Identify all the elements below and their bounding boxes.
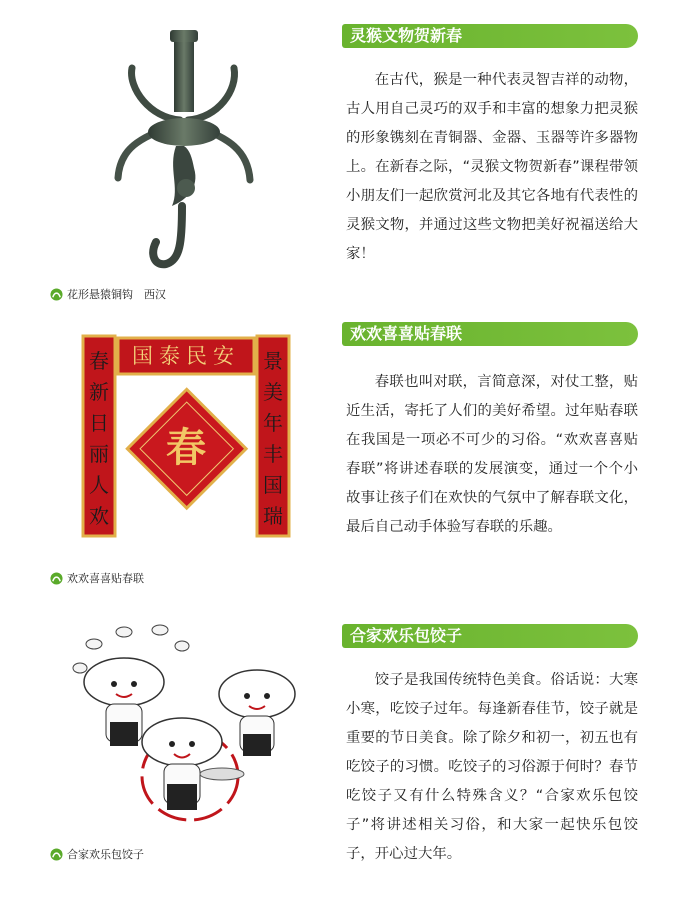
couplet-center-character: 春: [166, 424, 206, 471]
image-caption: [50, 570, 144, 586]
section-paragraph: 饺子是我国传统特色美食。俗话说：大寒小寒，吃饺子过年。每逢新春佳节，饺子就是重要的节日美食。除了除夕和初一，初五也有吃饺子的习惯。吃饺子的习俗源于何时？春节吃饺子又有什么特殊含义？“合家欢乐包饺子”将讲述相关习俗，和大家一起快乐包饺子，开心过大年。: [346, 672, 638, 862]
section-paragraph: 在古代，猴是一种代表灵智吉祥的动物，古人用自己灵巧的双手和丰富的想象力把灵猴的形象镌刻在青铜器、金器、玉器等许多器物上。在新春之际，“灵猴文物贺新春”课程带领小朋友们一起欣赏河北及其它各地有代表性的灵猴文物，并通过这些文物把美好祝福送给大家！: [346, 72, 638, 262]
couplet-right: 景美年丰国瑞: [263, 349, 283, 528]
caption-text: 合家欢乐包饺子: [67, 848, 144, 861]
section-monkey-relics: [0, 0, 679, 310]
caption-text: 花形悬猿铜钩 西汉: [67, 288, 166, 301]
section-dumplings: [0, 600, 679, 900]
couplet-left: 春新日丽人欢: [89, 349, 109, 528]
dumpling-mascots-image: [72, 624, 302, 834]
couplet-horizontal: 国泰民安: [132, 344, 240, 368]
green-leaf-icon: [50, 848, 63, 861]
image-caption: [50, 846, 144, 862]
spring-couplet-image: [80, 334, 292, 540]
image-caption: [50, 286, 166, 302]
green-leaf-icon: [50, 572, 63, 585]
caption-text: 欢欢喜喜贴春联: [67, 572, 144, 585]
section-title: 灵猴文物贺新春: [342, 24, 638, 48]
section-title: 合家欢乐包饺子: [342, 624, 638, 648]
bronze-hook-image: [110, 28, 260, 278]
green-leaf-icon: [50, 288, 63, 301]
section-paragraph: 春联也叫对联，言简意深，对仗工整，贴近生活，寄托了人们的美好希望。过年贴春联在我国是一项必不可少的习俗。“欢欢喜喜贴春联”将讲述春联的发展演变，通过一个个小故事让孩子们在欢快的气氛中了解春联文化，最后自己动手体验写春联的乐趣。: [346, 374, 638, 535]
section-title: 欢欢喜喜贴春联: [342, 322, 638, 346]
section-spring-couplets: [0, 310, 679, 600]
